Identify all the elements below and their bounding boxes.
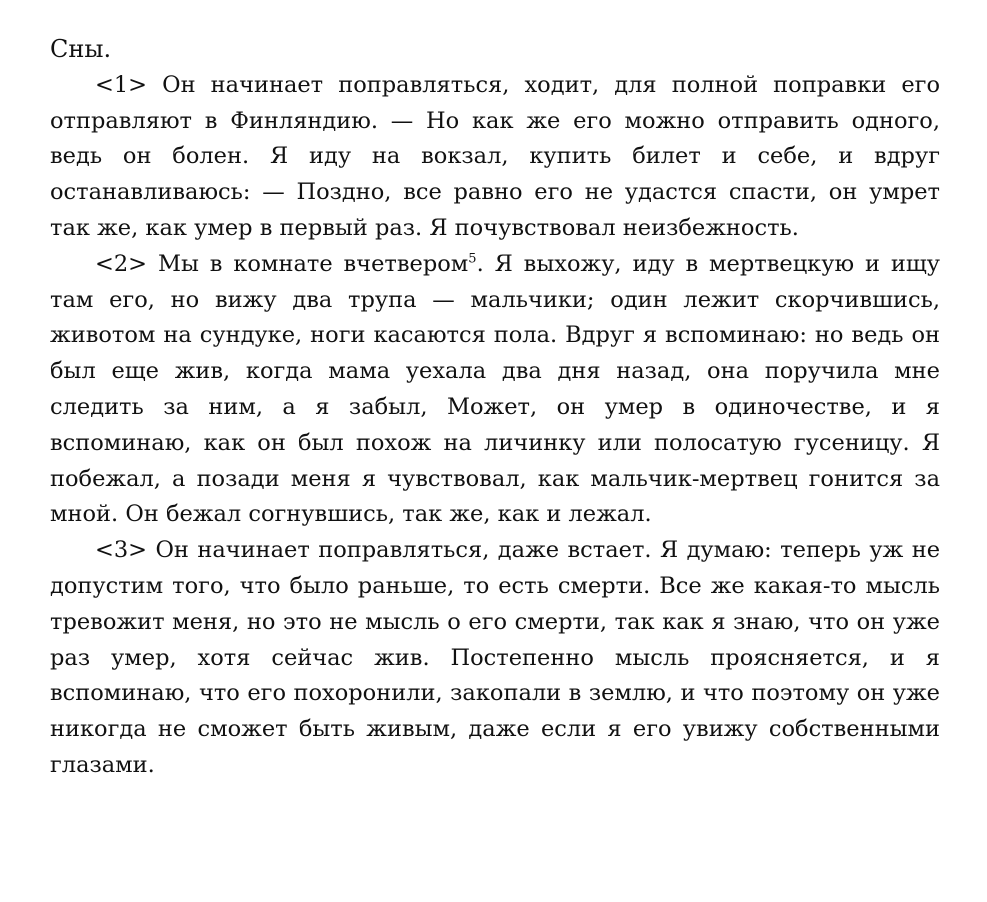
paragraph-1 bbox=[50, 68, 940, 247]
paragraph-3 bbox=[50, 533, 940, 784]
paragraph-text-1: Он начинает поправляться, ходит, для полной поправки его отправляют в Финляндию. — Но как же его можно отправить одного, ведь он болен. Я иду на вокзал, купить билет и себе, и вдруг останавливаюсь: — Поздно, все равно его не удастся спасти, он умрет так же, как умер в первый раз. Я почувствовал неизбежность. bbox=[50, 71, 940, 241]
paragraph-text-2a: Мы в комнате вчетвером bbox=[157, 250, 469, 277]
paragraph-marker-2: <2> bbox=[95, 250, 148, 277]
paragraph-marker-1: <1> bbox=[95, 71, 148, 98]
paragraph-2 bbox=[50, 247, 940, 533]
paragraph-text-3: Он начинает поправляться, даже встает. Я думаю: теперь уж не допустим того, что было раньше, то есть смерти. Все же какая-то мысль тревожит меня, но это не мысль о его смерти, так как я знаю, что он уже раз умер, хотя сейчас жив. Постепенно мысль проясняется, и я вспоминаю, что его похоронили, закопали в землю, и что поэтому он уже никогда не сможет быть живым, даже если я его увижу собственными глазами. bbox=[50, 537, 941, 778]
paragraph-text-2b: . Я выхожу, иду в мертвецкую и ищу там его, но вижу два трупа — мальчики; один лежит скорчившись, животом на сундуке, ноги касаются пола. Вдруг я вспоминаю: но ведь он был еще жив, когда мама уехала два дня назад, она поручила мне следить за ним, а я забыл, Может, он умер в одиночестве, и я вспоминаю, как он был похож на личинку или полосатую гусеницу. Я побежал, а позади меня я чувствовал, как мальчик-мертвец гонится за мной. Он бежал согнувшись, так же, как и лежал. bbox=[50, 250, 941, 528]
paragraph-marker-3: <3> bbox=[95, 537, 148, 564]
footnote-ref: 5 bbox=[468, 251, 477, 267]
document-page bbox=[50, 32, 940, 784]
page-heading: Сны. bbox=[50, 35, 112, 63]
